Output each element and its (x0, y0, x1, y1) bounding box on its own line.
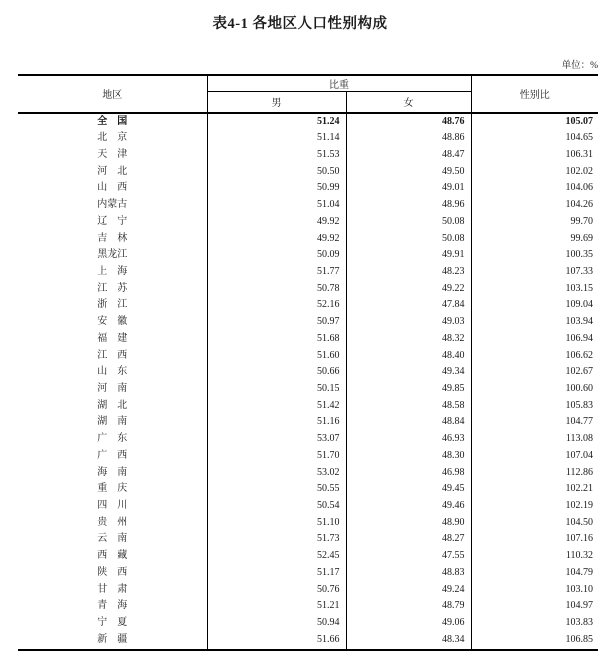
female-share: 49.03 (346, 314, 471, 331)
sex-ratio-value: 106.62 (565, 349, 593, 361)
male-share: 50.15 (207, 381, 346, 398)
female-share: 46.98 (346, 465, 471, 482)
table-row (18, 465, 598, 482)
female-share: 48.47 (346, 147, 471, 164)
male-share: 52.16 (207, 297, 346, 314)
table-row (18, 498, 598, 515)
male-share: 51.70 (207, 448, 346, 465)
region-name: 青 海 (18, 598, 207, 615)
male-share: 51.10 (207, 515, 346, 532)
sex-ratio-value: 104.26 (565, 199, 593, 211)
female-share: 48.23 (346, 264, 471, 281)
region-name: 陕 西 (18, 565, 207, 582)
sex-ratio-value: 104.79 (565, 566, 593, 578)
table-row (18, 381, 598, 398)
female-share: 49.85 (346, 381, 471, 398)
male-share: 50.54 (207, 498, 346, 515)
female-share: 48.96 (346, 197, 471, 214)
sex-ratio-value: 110.32 (565, 550, 593, 562)
table-row (18, 615, 598, 632)
male-share: 51.17 (207, 565, 346, 582)
sex-ratio-value: 103.10 (565, 583, 593, 595)
region-name: 甘 肃 (18, 582, 207, 599)
sex-ratio-value: 100.60 (565, 383, 593, 394)
region-name: 黑龙江 (18, 247, 207, 264)
table-row (18, 565, 598, 582)
table-row (18, 398, 598, 415)
male-share: 50.78 (207, 281, 346, 298)
region-name: 上 海 (18, 264, 207, 281)
sex-ratio-value: 100.35 (565, 249, 593, 261)
female-share: 48.83 (346, 565, 471, 582)
region-name: 湖 北 (18, 398, 207, 415)
female-share: 48.27 (346, 531, 471, 548)
table-row (18, 264, 598, 281)
sex-ratio-value: 106.94 (565, 332, 593, 344)
table-row (18, 130, 598, 147)
male-share: 50.76 (207, 582, 346, 599)
region-name: 浙 江 (18, 297, 207, 314)
female-share: 48.76 (346, 113, 471, 131)
table-row (18, 515, 598, 532)
table-row (18, 364, 598, 381)
sex-ratio-value: 109.04 (565, 299, 593, 311)
region-name: 河 南 (18, 381, 207, 398)
sex-ratio-value: 113.08 (565, 433, 593, 445)
female-share: 50.08 (346, 214, 471, 231)
male-share: 50.97 (207, 314, 346, 331)
region-name: 山 东 (18, 364, 207, 381)
table-row (18, 348, 598, 365)
male-share: 50.55 (207, 481, 346, 498)
table-row (18, 231, 598, 248)
region-name: 辽 宁 (18, 214, 207, 231)
female-share: 48.86 (346, 130, 471, 147)
male-share: 51.16 (207, 414, 346, 431)
male-share: 53.02 (207, 465, 346, 482)
table-row (18, 582, 598, 599)
sex-ratio-value: 105.83 (565, 399, 593, 411)
male-share: 51.04 (207, 197, 346, 214)
table-row (18, 197, 598, 214)
region-name: 宁 夏 (18, 615, 207, 632)
unit-label: 单位：% (561, 61, 598, 71)
male-share: 51.24 (207, 113, 346, 131)
female-share: 49.34 (346, 364, 471, 381)
header-female: 女 (346, 92, 471, 113)
sex-ratio-value: 112.86 (565, 466, 593, 478)
female-share: 49.50 (346, 164, 471, 181)
female-share: 49.45 (346, 481, 471, 498)
region-name: 山 西 (18, 180, 207, 197)
male-share: 51.60 (207, 348, 346, 365)
female-share: 50.08 (346, 231, 471, 248)
sex-ratio-value: 103.94 (565, 316, 593, 328)
male-share: 50.94 (207, 615, 346, 632)
sex-ratio-value: 102.67 (565, 366, 593, 378)
female-share: 49.91 (346, 247, 471, 264)
sex-ratio-value: 103.15 (565, 282, 593, 294)
male-share: 53.07 (207, 431, 346, 448)
sex-ratio-value: 106.85 (565, 633, 593, 645)
male-share: 50.99 (207, 180, 346, 197)
table-row (18, 147, 598, 164)
sex-ratio-value: 107.16 (565, 533, 593, 545)
region-name: 广 东 (18, 431, 207, 448)
male-share: 52.45 (207, 548, 346, 565)
table-row (18, 531, 598, 548)
region-name: 吉 林 (18, 231, 207, 248)
region-name: 湖 南 (18, 414, 207, 431)
table-row (18, 314, 598, 331)
female-share: 48.30 (346, 448, 471, 465)
sex-ratio-value: 104.50 (565, 516, 593, 528)
table-title: 表4-1 各地区人口性别构成 (212, 16, 388, 32)
female-share: 47.84 (346, 297, 471, 314)
region-name: 安 徽 (18, 314, 207, 331)
female-share: 48.79 (346, 598, 471, 615)
sex-ratio-value: 104.65 (565, 132, 593, 144)
table-bottom-rule (18, 649, 598, 652)
male-share: 51.77 (207, 264, 346, 281)
male-share: 49.92 (207, 231, 346, 248)
region-name: 海 南 (18, 465, 207, 482)
male-share: 50.66 (207, 364, 346, 381)
sex-ratio-value: 102.21 (565, 483, 593, 495)
male-share: 51.21 (207, 598, 346, 615)
region-name: 全 国 (18, 113, 207, 131)
table-row (18, 448, 598, 465)
table-row (18, 548, 598, 565)
female-share: 48.58 (346, 398, 471, 415)
table-row (18, 632, 598, 649)
sex-ratio-value: 103.83 (565, 617, 593, 629)
table-row (18, 214, 598, 231)
region-name: 四 川 (18, 498, 207, 515)
header-row-1 (18, 75, 598, 92)
male-share: 49.92 (207, 214, 346, 231)
region-name: 内蒙古 (18, 197, 207, 214)
sex-ratio-value: 106.31 (565, 148, 593, 160)
sex-ratio-value: 102.02 (565, 165, 593, 177)
sex-ratio-value: 107.33 (565, 265, 593, 277)
region-name: 广 西 (18, 448, 207, 465)
sex-ratio-value: 99.69 (570, 232, 593, 244)
table-row (18, 414, 598, 431)
male-share: 50.50 (207, 164, 346, 181)
header-region: 地区 (18, 75, 207, 113)
header-sex-ratio: 性别比 (471, 75, 598, 113)
male-share: 51.14 (207, 130, 346, 147)
male-share: 51.73 (207, 531, 346, 548)
table-header (18, 75, 598, 113)
male-share: 51.53 (207, 147, 346, 164)
female-share: 47.55 (346, 548, 471, 565)
sex-ratio-value: 104.97 (565, 600, 593, 612)
region-name: 新 疆 (18, 632, 207, 649)
region-name: 重 庆 (18, 481, 207, 498)
male-share: 51.66 (207, 632, 346, 649)
region-name: 西 藏 (18, 548, 207, 565)
table-row (18, 113, 598, 131)
header-proportion: 比重 (207, 75, 471, 92)
table-body (18, 113, 598, 649)
sex-ratio-value: 99.70 (570, 215, 593, 227)
female-share: 48.84 (346, 414, 471, 431)
female-share: 49.06 (346, 615, 471, 632)
male-share: 51.42 (207, 398, 346, 415)
female-share: 48.90 (346, 515, 471, 532)
table-row (18, 598, 598, 615)
table-row (18, 247, 598, 264)
female-share: 49.22 (346, 281, 471, 298)
male-share: 51.68 (207, 331, 346, 348)
female-share: 48.32 (346, 331, 471, 348)
table-row (18, 164, 598, 181)
sex-ratio-value: 104.77 (565, 416, 593, 428)
female-share: 48.40 (346, 348, 471, 365)
table-area (18, 57, 598, 651)
table-row (18, 180, 598, 197)
table-row (18, 481, 598, 498)
region-name: 云 南 (18, 531, 207, 548)
sex-ratio-value: 104.06 (565, 182, 593, 194)
sex-composition-table (18, 74, 598, 649)
header-male: 男 (207, 92, 346, 113)
region-name: 贵 州 (18, 515, 207, 532)
region-name: 河 北 (18, 164, 207, 181)
table-row (18, 297, 598, 314)
female-share: 48.34 (346, 632, 471, 649)
male-share: 50.09 (207, 247, 346, 264)
table-row (18, 281, 598, 298)
female-share: 49.46 (346, 498, 471, 515)
sex-ratio-value: 102.19 (565, 500, 593, 512)
sex-ratio-value: 105.07 (565, 115, 593, 127)
sex-ratio-value: 107.04 (565, 449, 593, 461)
female-share: 49.24 (346, 582, 471, 599)
female-share: 49.01 (346, 180, 471, 197)
region-name: 天 津 (18, 147, 207, 164)
female-share: 46.93 (346, 431, 471, 448)
region-name: 江 苏 (18, 281, 207, 298)
region-name: 北 京 (18, 130, 207, 147)
table-row (18, 331, 598, 348)
table-row (18, 431, 598, 448)
region-name: 江 西 (18, 348, 207, 365)
region-name: 福 建 (18, 331, 207, 348)
